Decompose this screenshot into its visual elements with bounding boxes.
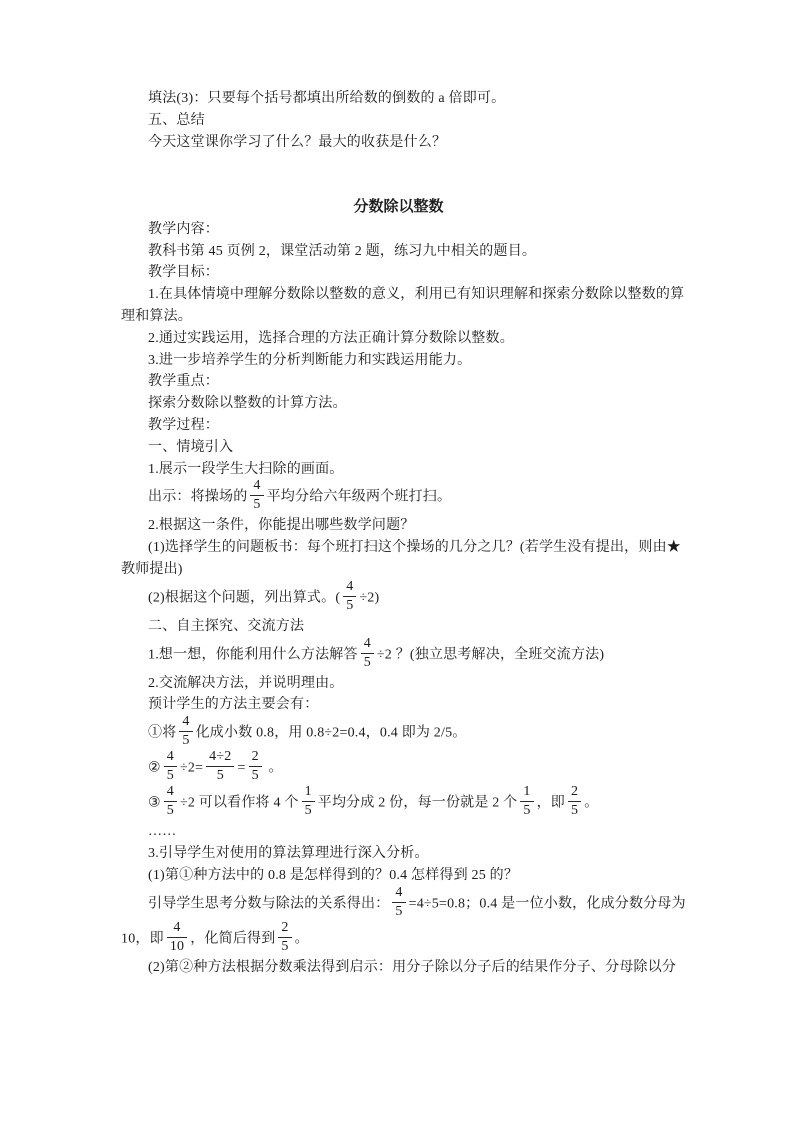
- text-run: (2)根据这个问题，列出算式。(: [148, 590, 341, 606]
- fraction-numerator: 2: [249, 749, 262, 767]
- fraction: [249, 749, 262, 784]
- fraction-numerator: 1: [520, 784, 533, 802]
- text-run: =: [237, 760, 246, 776]
- text-line-25: [121, 673, 676, 695]
- fraction-numerator: 4: [250, 478, 263, 496]
- text-line-14: [121, 393, 676, 415]
- fraction-numerator: 1: [302, 784, 315, 802]
- fraction-denominator: 5: [304, 803, 312, 819]
- fraction-numerator: 4: [361, 636, 374, 654]
- fraction-numerator: 4: [167, 920, 187, 938]
- fraction-numerator: 4: [164, 784, 177, 802]
- fraction: [520, 784, 533, 819]
- fraction: [164, 784, 177, 819]
- text-run: (1)选择学生的问题板书：每个班打扫这个操场的几分之几？(若学生没有提出，则由★: [148, 540, 681, 556]
- text-run: 。: [584, 795, 599, 811]
- text-run: 一、情境引入: [148, 439, 234, 455]
- fraction: [167, 920, 187, 955]
- text-line-35: [121, 957, 676, 979]
- text-line-0: [121, 88, 676, 110]
- text-run: 2.通过实践运用，选择合理的方法正确计算分数除以整数。: [148, 330, 514, 346]
- text-run: 3.进一步培养学生的分析判断能力和实践运用能力。: [148, 352, 472, 368]
- text-line-17: [121, 459, 676, 481]
- text-run: 化成小数 0.8，用 0.8÷2=0.4，0.4 即为 2/5。: [195, 725, 467, 741]
- fraction-denominator: 5: [251, 768, 259, 784]
- text-line-1: [121, 110, 676, 132]
- fraction-denominator: 5: [253, 497, 261, 513]
- fraction-denominator: 5: [523, 803, 531, 819]
- text-line-15: [121, 415, 676, 437]
- fraction-denominator: 10: [169, 938, 185, 954]
- text-run: 出示：将操场的: [148, 490, 248, 506]
- text-run: ②: [148, 760, 161, 776]
- text-run: 1.展示一段学生大扫除的画面。: [148, 461, 344, 477]
- fraction: [361, 636, 374, 671]
- fraction: [250, 478, 263, 513]
- fraction-numerator: 4÷2: [206, 749, 234, 767]
- text-line-18: [121, 480, 676, 515]
- text-run: ÷2=: [179, 760, 204, 776]
- text-run: ……: [148, 824, 177, 840]
- text-line-27: [121, 716, 676, 751]
- text-line-33: [121, 884, 686, 922]
- text-line-34: [121, 919, 676, 957]
- fraction-numerator: 4: [392, 885, 405, 903]
- text-line-6: [121, 219, 676, 241]
- document-title: [121, 197, 676, 219]
- text-run: ÷2): [359, 590, 380, 606]
- text-line-11: [121, 328, 676, 350]
- text-line-31: [121, 843, 676, 865]
- text-run: 五、总结: [148, 112, 205, 128]
- fraction: [164, 749, 177, 784]
- text-run: 平均分给六年级两个班打扫。: [266, 490, 452, 506]
- title-text: 分数除以整数: [353, 198, 444, 215]
- fraction: [278, 920, 291, 955]
- text-run: 教学重点：: [148, 374, 219, 390]
- text-run: 1.在具体情境中理解分数除以整数的意义，利用已有知识理解和探索分数除以整数的算: [148, 287, 685, 303]
- fraction: [206, 749, 234, 784]
- text-run: 引导学生思考分数与除法的关系得出：: [148, 896, 390, 912]
- text-run: ，即: [536, 795, 565, 811]
- text-run: 2.交流解决方法，并说明理由。: [148, 675, 344, 691]
- text-run: ③: [148, 795, 161, 811]
- text-run: 平均分成 2 份，每一份就是 2 个: [317, 795, 518, 811]
- fraction-denominator: 5: [395, 903, 403, 919]
- text-line-21: [121, 559, 676, 581]
- text-run: 。: [294, 931, 309, 947]
- text-line-9: [121, 284, 685, 306]
- fraction-denominator: 5: [166, 803, 174, 819]
- text-run: 2.根据这一条件，你能提出哪些数学问题？: [148, 518, 415, 534]
- fraction: [392, 885, 405, 920]
- text-run: 今天这堂课你学习了什么？最大的收获是什么？: [148, 134, 447, 150]
- fraction: [179, 714, 192, 749]
- text-run: 1.想一想，你能利用什么方法解答: [148, 647, 358, 663]
- text-run: 10，即: [121, 931, 164, 947]
- text-run: (2)第②种方法根据分数乘法得到启示：用分子除以分子后的结果作分子、分母除以分: [148, 959, 677, 975]
- fraction-denominator: 5: [363, 654, 371, 670]
- text-run: 教师提出): [121, 561, 183, 577]
- text-line-30: [121, 821, 676, 843]
- fraction: [568, 784, 581, 819]
- text-run: 预计学生的方法主要会有：: [148, 697, 319, 713]
- text-run: (1)第①种方法中的 0.8 是怎样得到的？0.4 怎样得到 25 的？: [148, 867, 519, 883]
- text-line-22: [121, 578, 676, 616]
- text-line-19: [121, 515, 676, 537]
- text-line-7: [121, 241, 676, 263]
- text-line-32: [121, 865, 676, 887]
- text-run: ÷2 可以看作将 4 个: [179, 795, 299, 811]
- text-run: 教学过程：: [148, 417, 219, 433]
- text-line-2: [121, 132, 676, 154]
- fraction-denominator: 5: [216, 768, 224, 784]
- fraction-denominator: 5: [570, 803, 579, 819]
- text-line-8: [121, 262, 676, 284]
- fraction-numerator: 2: [278, 920, 291, 938]
- fraction-numerator: 4: [343, 579, 356, 597]
- fraction-numerator: 4: [164, 749, 177, 767]
- blank-line: [121, 175, 676, 197]
- text-line-29: [121, 786, 676, 821]
- text-line-26: [121, 694, 676, 716]
- fraction: [343, 579, 356, 614]
- text-line-10: [121, 306, 676, 328]
- fraction: [302, 784, 315, 819]
- text-run: ÷2 ？(独立思考解决，全班交流方法): [376, 647, 605, 663]
- text-run: 教科书第 45 页例 2，课堂活动第 2 题，练习九中相关的题目。: [148, 243, 537, 259]
- text-run: 。: [264, 760, 283, 776]
- text-line-23: [121, 616, 676, 638]
- text-run: 理和算法。: [121, 308, 192, 324]
- text-run: 教学目标：: [148, 265, 219, 281]
- text-run: ①将: [148, 725, 177, 741]
- text-run: 3.引导学生对使用的算法算理进行深入分析。: [148, 845, 429, 861]
- text-line-13: [121, 371, 676, 393]
- document-body: [121, 88, 686, 978]
- text-line-20: [121, 537, 681, 559]
- fraction-denominator: 5: [166, 768, 174, 784]
- text-line-16: [121, 437, 676, 459]
- text-run: =4÷5=0.8；0.4 是一位小数，化成分数分母为: [408, 896, 686, 912]
- text-run: 教学内容：: [148, 221, 219, 237]
- text-run: 填法(3)：只要每个括号都填出所给数的倒数的 a 倍即可。: [148, 91, 506, 106]
- blank-line: [121, 153, 676, 175]
- fraction-numerator: 2: [568, 784, 581, 802]
- fraction-numerator: 4: [179, 714, 192, 732]
- fraction-denominator: 5: [182, 733, 190, 749]
- fraction-denominator: 5: [281, 938, 289, 954]
- text-run: 二、自主探究、交流方法: [148, 618, 305, 634]
- text-line-24: [121, 635, 676, 673]
- text-run: ，化简后得到: [190, 931, 276, 947]
- text-line-28: [121, 751, 676, 786]
- fraction-denominator: 5: [346, 597, 354, 613]
- text-line-12: [121, 350, 676, 372]
- text-run: 探索分数除以整数的计算方法。: [148, 396, 347, 412]
